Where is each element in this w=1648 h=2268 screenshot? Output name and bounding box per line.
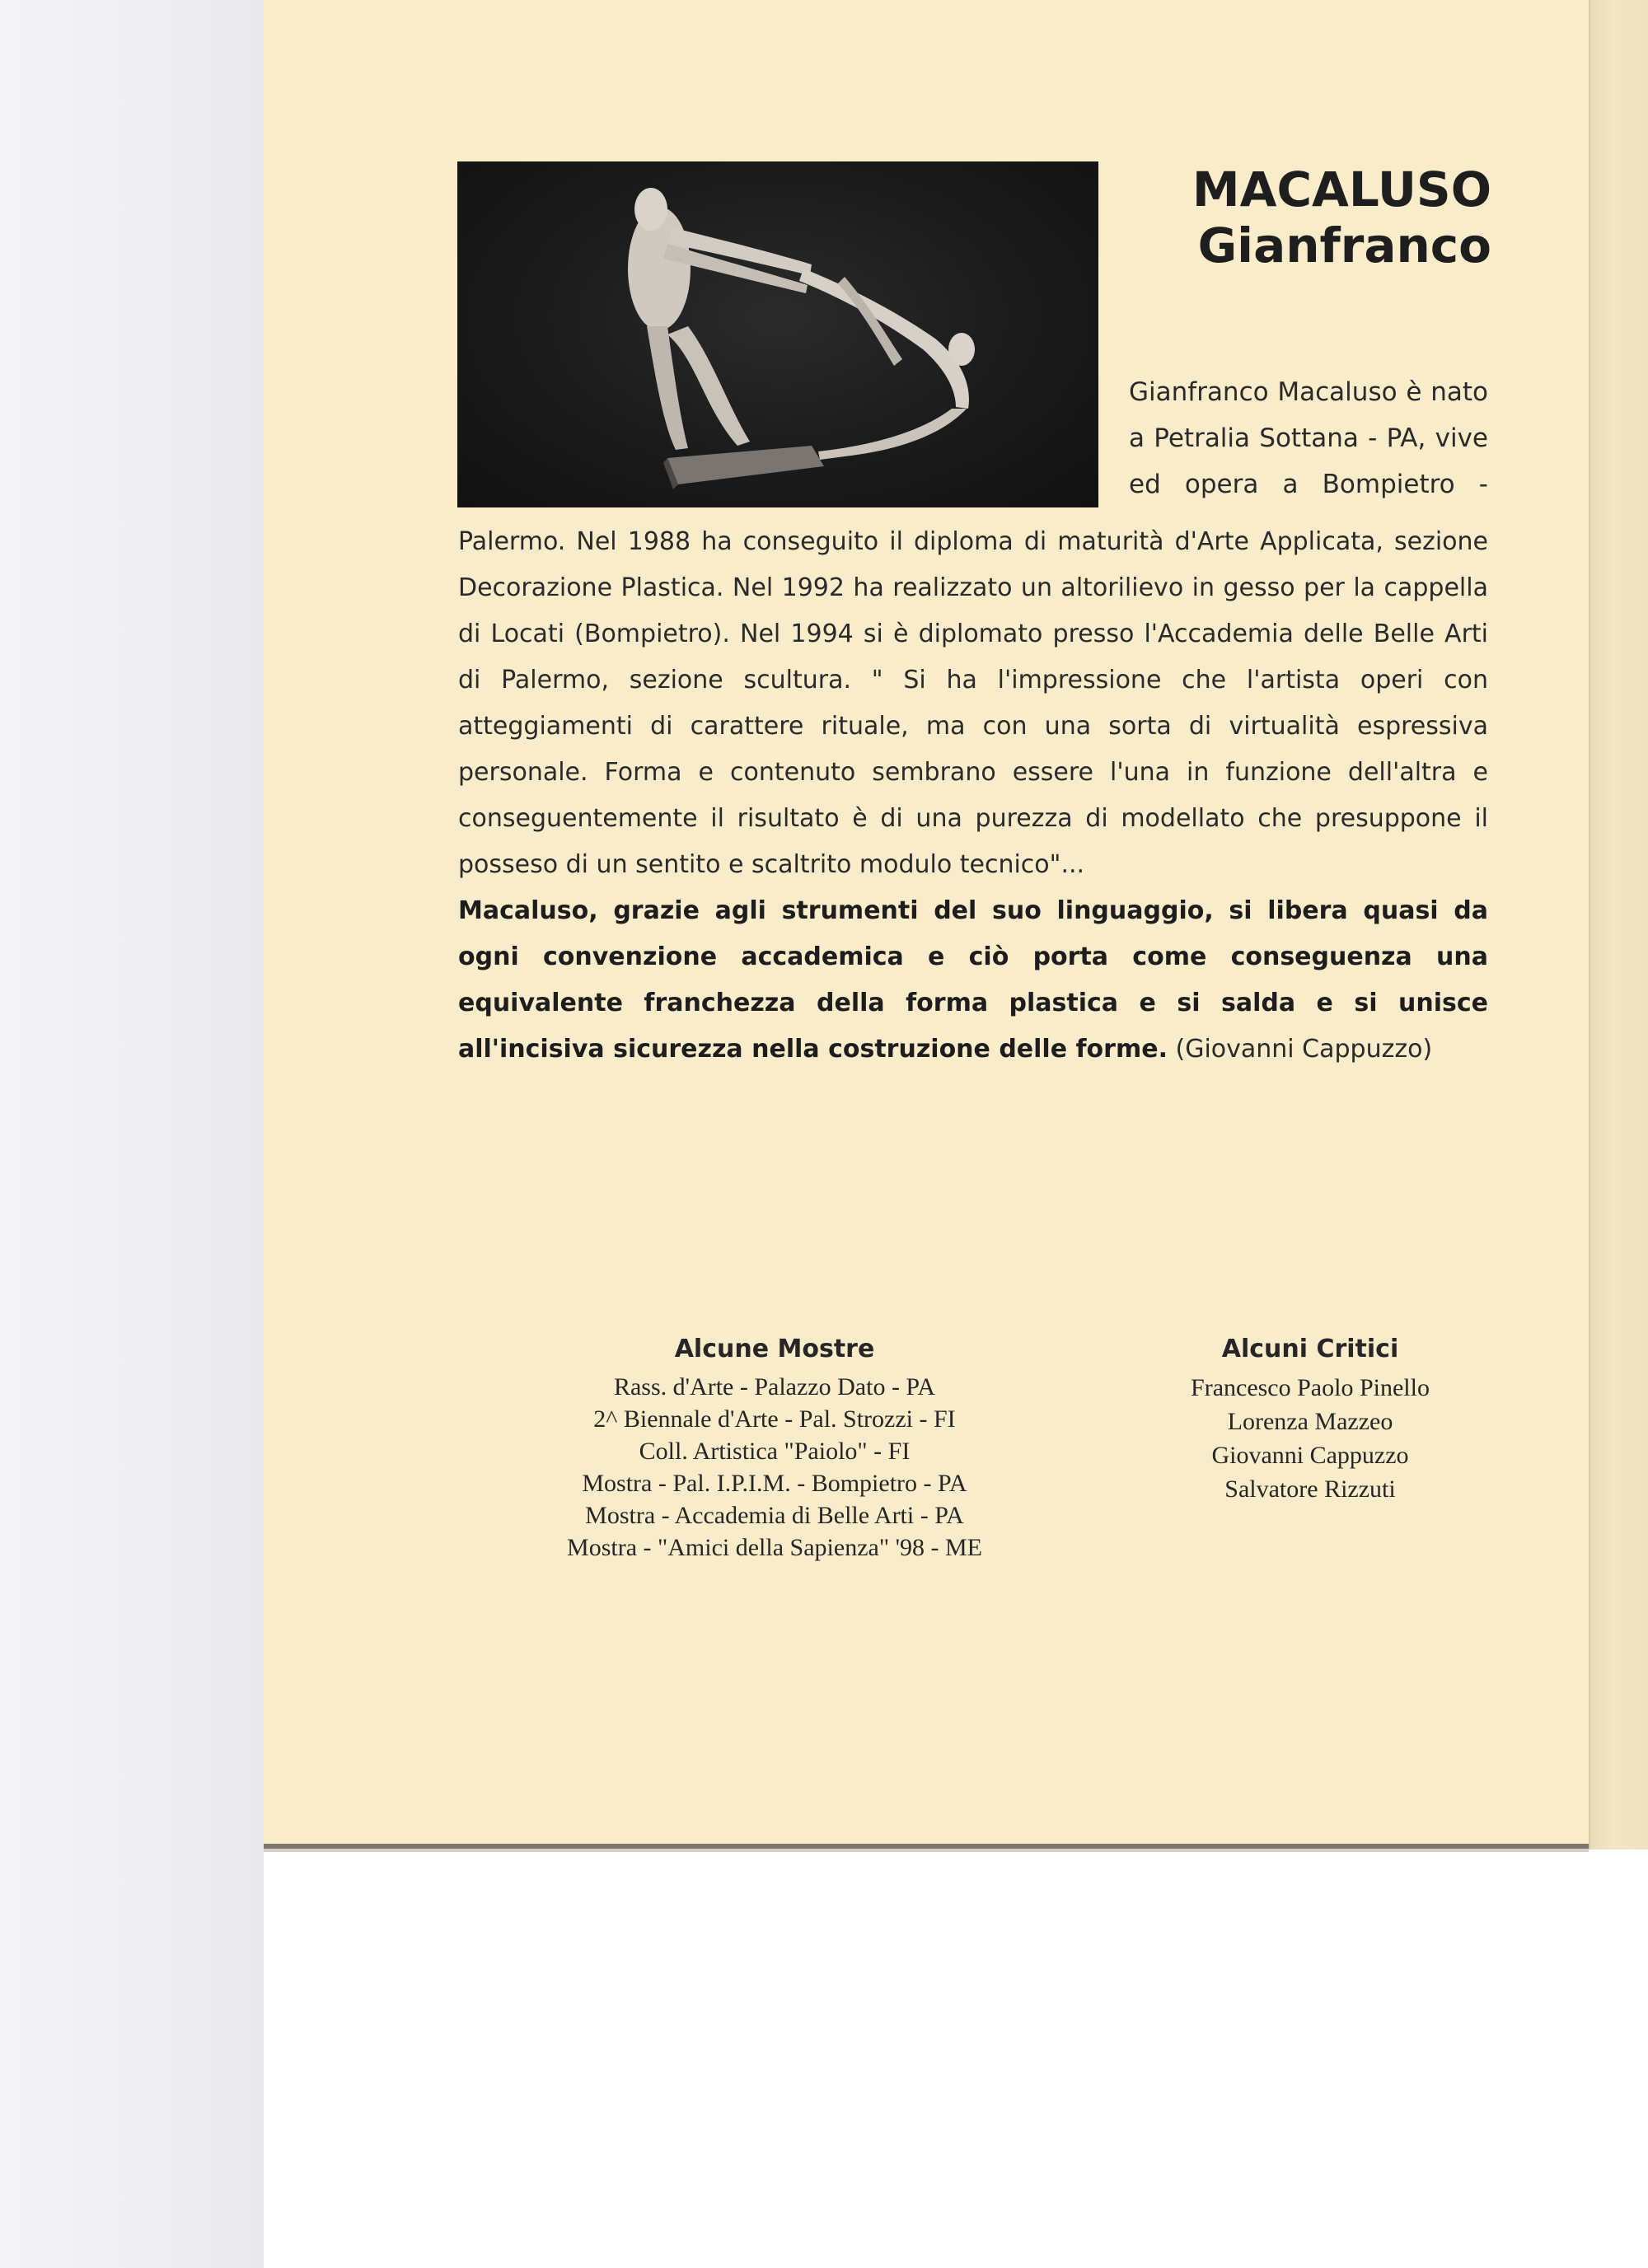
artist-surname: MACALUSO — [1192, 161, 1491, 217]
sculpture-illustration — [457, 161, 1098, 507]
exhibition-item: Coll. Artistica "Paiolo" - FI — [639, 1438, 911, 1465]
exhibition-item: Mostra - Accademia di Belle Arti - PA — [585, 1502, 964, 1529]
exhibition-item: Mostra - Pal. I.P.I.M. - Bompietro - PA — [582, 1470, 967, 1497]
intro-line-1: Gianfranco Macaluso è nato — [1129, 377, 1488, 407]
artist-name-heading — [1063, 161, 1491, 274]
next-page-edge — [1589, 0, 1648, 1849]
critic-item: Salvatore Rizzuti — [1224, 1475, 1396, 1503]
critic-quote: Macaluso, grazie agli strumenti del suo linguaggio, si libera quasi da ogni convenzione accademica e ciò porta come conseguenza una equivalente franchezza della forma plastica e si salda e si unisce all'incisiva sicurezza nella costruzione delle forme. — [458, 896, 1488, 1064]
exhibition-item: Mostra - "Amici della Sapienza" '98 - ME — [567, 1534, 982, 1561]
critic-item: Francesco Paolo Pinello — [1191, 1374, 1430, 1401]
critics-heading: Alcuni Critici — [1221, 1335, 1399, 1363]
sculpture-photo — [457, 161, 1098, 507]
intro-line-2: a Petralia Sottana - PA, vive — [1129, 423, 1488, 453]
exhibition-item: Rass. d'Arte - Palazzo Dato - PA — [613, 1373, 936, 1401]
scan-background — [0, 0, 264, 2268]
critic-item: Lorenza Mazzeo — [1227, 1408, 1393, 1435]
quote-attribution: (Giovanni Cappuzzo) — [1167, 1035, 1433, 1064]
exhibitions-list — [527, 1333, 1022, 1564]
exhibition-item: 2^ Biennale d'Arte - Pal. Strozzi - FI — [593, 1405, 956, 1433]
critic-item: Giovanni Cappuzzo — [1211, 1442, 1409, 1469]
biography-text — [458, 519, 1488, 1073]
scanner-bed — [264, 1849, 1648, 2268]
biography-paragraph: Palermo. Nel 1988 ha conseguito il diploma di maturità d'Arte Applicata, sezione Decorazione Plastica. Nel 1992 ha realizzato un altorilievo in gesso per la cappella di Locati (Bompietro). Nel 1994 si è diplomato presso l'Accademia delle Belle Arti di Palermo, sezione scultura. " Si ha l'impressione che l'artista operi con atteggiamenti di carattere rituale, ma con una sorta di virtualità espressiva personale. Forma e contenuto sembrano essere l'una in funzione dell'altra e conseguentemente il risultato è di una purezza di modellato che presuppone il posseso di un sentito e scaltrito modulo tecnico"... — [458, 527, 1488, 879]
exhibitions-heading: Alcune Mostre — [674, 1335, 875, 1363]
intro-line-3: ed opera a Bompietro - — [1129, 470, 1488, 499]
critics-list — [1154, 1333, 1467, 1506]
artist-first-name: Gianfranco — [1197, 217, 1491, 274]
